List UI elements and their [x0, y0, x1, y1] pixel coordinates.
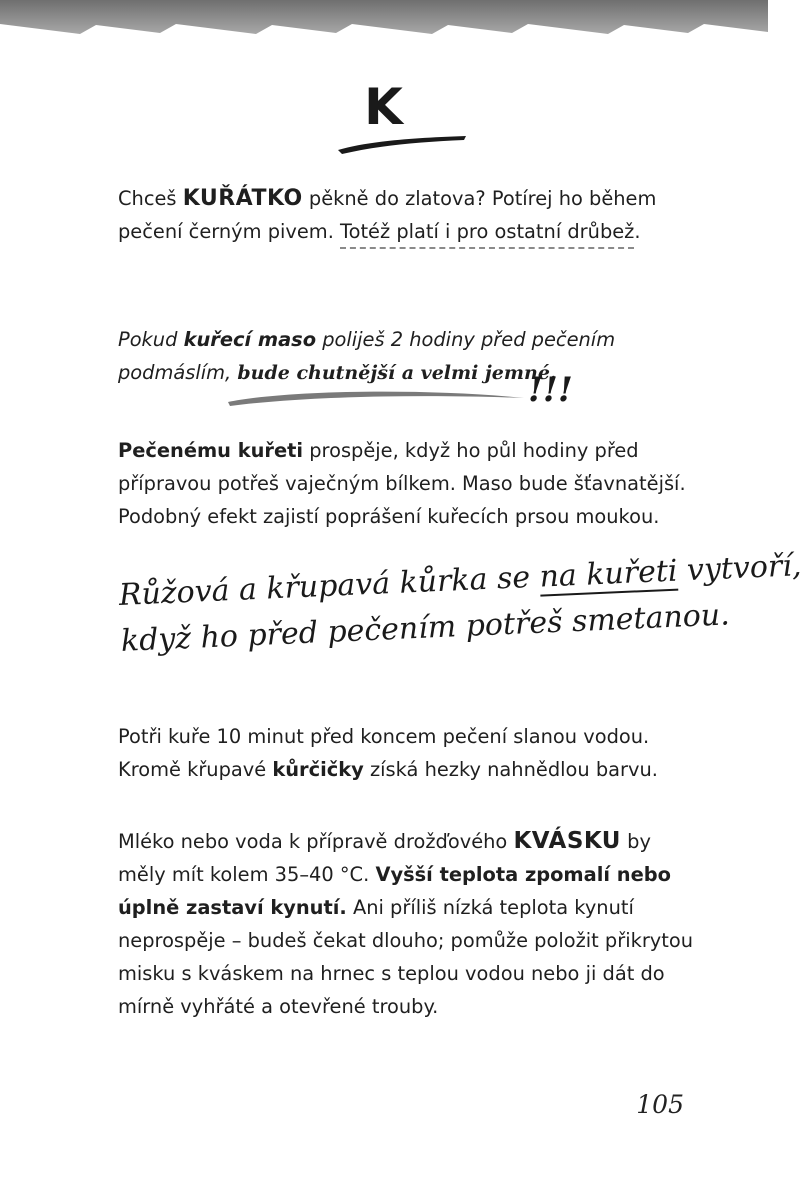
paragraph-peceny-kure: Pečenému kuřeti prospěje, když ho půl hodiny před přípravou potřeš vaječným bílkem. Maso bude šťavnatější. Podobný efekt zajistí poprášení kuřecích prsou moukou.	[118, 439, 686, 528]
header-band-dot	[191, 38, 201, 48]
header-band-dot	[651, 38, 661, 48]
keyword-kurcicky: kůrčičky	[272, 758, 364, 781]
decorative-header-band	[0, 0, 768, 64]
swoosh-underline	[226, 386, 526, 408]
paragraph-kvasek: Mléko nebo voda k přípravě drožďového KVÁSKU by měly mít kolem 35–40 °C. Vyšší teplota zpomalí nebo úplně zastaví kynutí. Ani příliš nízká teplota kynutí neprospěje – budeš čekat dlouho; pomůže položit přikrytou misku s kváskem na hrnec s teplou vodou nebo ji dát do mírně vyhřáté a otevřené trouby.	[118, 828, 694, 1018]
paragraph-slana-voda: Potři kuře 10 minut před koncem pečení slanou vodou. Kromě křupavé kůrčičky získá hezky nahnědlou barvu.	[118, 725, 658, 781]
header-band-dot	[283, 39, 293, 49]
header-band-dot	[53, 39, 63, 49]
header-band-dot	[76, 38, 86, 48]
paragraph-kureci-maso: Pokud kuřecí maso poliješ 2 hodiny před pečením podmáslím, bude chutnější a velmi jemné.	[118, 328, 616, 384]
header-band-dot	[582, 36, 592, 46]
header-band-dot	[513, 39, 523, 49]
handwritten-tip-line-2: když ho před pečením potřeš smetanou.	[120, 597, 731, 659]
header-band-dot	[536, 38, 546, 48]
header-band-dot	[490, 35, 500, 45]
header-band-dot	[237, 36, 247, 46]
keyword-kuratko: KUŘÁTKO	[182, 186, 303, 211]
header-band-dot	[145, 35, 155, 45]
header-band-dot	[329, 37, 339, 47]
header-band-dot	[605, 35, 615, 45]
header-band-dot	[122, 36, 132, 46]
header-band-dot	[168, 39, 178, 49]
handwritten-underlined-phrase: na kuřeti	[538, 553, 679, 595]
header-band-dot	[444, 37, 454, 47]
header-band-dot	[720, 35, 730, 45]
keyword-kureci-maso: kuřecí maso	[183, 328, 317, 351]
header-band-dot	[559, 37, 569, 47]
header-band-dot	[214, 37, 224, 47]
section-letter: K	[364, 78, 404, 136]
paragraph-kuratko: Chceš KUŘÁTKO pěkně do zlatova? Potírej ho během pečení černým pivem. Totéž platí i pro ostatní drůbež.	[118, 182, 698, 248]
header-band-dot	[352, 36, 362, 46]
header-band-dot	[99, 37, 109, 47]
header-band-dot	[467, 36, 477, 46]
handwritten-tip-line-1: Růžová a křupavá kůrka se na kuřeti vytvoří,	[118, 548, 803, 613]
header-band-dot	[743, 39, 753, 49]
header-band-dot	[398, 39, 408, 49]
bold-warning-teplota: Vyšší teplota zpomalí nebo úplně zastaví kynutí.	[118, 863, 671, 919]
brush-stroke-underline	[336, 130, 468, 156]
handwritten-emphasis: bude chutnější a velmi jemné.	[237, 362, 557, 384]
exclamation-marks: !!!	[528, 370, 573, 410]
header-band-dot	[421, 38, 431, 48]
keyword-kvasku: KVÁSKU	[513, 828, 621, 854]
header-band-dot	[306, 38, 316, 48]
header-band-dot	[697, 36, 707, 46]
dashed-underlined-phrase: Totéž platí i pro ostatní drůbež	[340, 220, 634, 249]
header-band-dot	[674, 37, 684, 47]
header-band-dot	[375, 35, 385, 45]
header-band-dot	[260, 35, 270, 45]
handwritten-tip	[118, 548, 803, 665]
header-band-dot	[30, 35, 40, 45]
keyword-pecenemu-kureti: Pečenému kuřeti	[118, 439, 304, 462]
page-number: 105	[636, 1090, 684, 1119]
header-band-dot	[628, 39, 638, 49]
header-band-dot	[7, 36, 17, 46]
